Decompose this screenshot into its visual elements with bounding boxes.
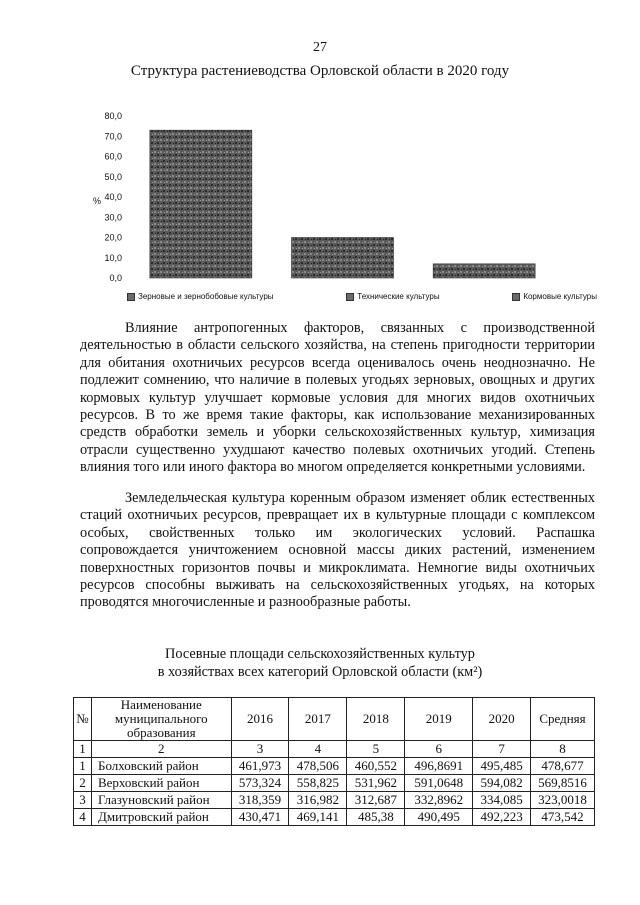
value-cell: 492,223 [473, 809, 531, 826]
page-number: 27 [313, 40, 327, 55]
bar-1 [150, 130, 252, 278]
legend-swatch [127, 293, 135, 301]
y-tick-label: 60,0 [104, 151, 122, 162]
legend-label: Технические культуры [357, 292, 440, 301]
value-cell: 573,324 [231, 775, 289, 792]
y-tick-label: 70,0 [104, 131, 122, 142]
value-cell: 558,825 [289, 775, 347, 792]
value-cell: 591,0648 [405, 775, 473, 792]
header-cell: № [74, 698, 92, 741]
value-cell: 594,082 [473, 775, 531, 792]
row-number: 3 [74, 792, 92, 809]
table-row [74, 792, 595, 809]
column-number: 5 [347, 741, 405, 758]
table-row [74, 758, 595, 775]
row-number: 4 [74, 809, 92, 826]
value-cell: 485,38 [347, 809, 405, 826]
value-cell: 334,085 [473, 792, 531, 809]
value-cell: 478,506 [289, 758, 347, 775]
district-name: Глазуновский район [91, 792, 231, 809]
table-row [74, 809, 595, 826]
value-cell: 316,982 [289, 792, 347, 809]
bar-chart-svg [85, 100, 565, 290]
legend-item-grain [127, 292, 274, 301]
paragraph-text: Влияние антропогенных факторов, связанных с производственной деятельностью в области сельского хозяйства, на степень пригодности территории для обитания охотничьих ресурсов всегда оценивалось очень неоднозначно. Не подлежит сомнению, что наличие в полевых угодьях зерновых, овощных и других кормовых культур улучшает кормовые условия для многих видов охотничьих ресурсов. В то же время такие факторы, как использование механизированных средств обработки земель и уборки сельскохозяйственных культур, химизация отрасли существенно ухудшают качество полевых охотничьих угодий. Степень влияния того или иного фактора во многом определяется конкретными условиями. [80, 320, 595, 476]
value-cell: 495,485 [473, 758, 531, 775]
value-cell: 461,973 [231, 758, 289, 775]
district-name: Дмитровский район [91, 809, 231, 826]
district-name: Верховский район [91, 775, 231, 792]
legend-label: Зерновые и зернобобовые культуры [138, 292, 274, 301]
value-cell: 430,471 [231, 809, 289, 826]
column-number: 6 [405, 741, 473, 758]
column-number-row [74, 741, 595, 758]
row-number: 2 [74, 775, 92, 792]
value-cell: 460,552 [347, 758, 405, 775]
paragraph-text: Земледельческая культура коренным образом изменяет облик естественных стаций охотничьих ресурсов, превращает их в культурные площади с комплексом особых, свойственных только им экологических условий. Распашка сопровождается уничтожением основной массы диких растений, изменением поверхностных горизонтов почвы и микроклимата. Немногие виды охотничьих ресурсов способны выживать на сельскохозяйственных угодьях, на которых проводятся многочисленные и разнообразные работы. [80, 490, 595, 611]
header-cell: 2017 [289, 698, 347, 741]
header-cell: Средняя [531, 698, 595, 741]
header-cell: 2020 [473, 698, 531, 741]
y-tick-label: 20,0 [104, 232, 122, 243]
value-cell: 323,0018 [531, 792, 595, 809]
chart-legend [127, 292, 597, 301]
table-row [74, 775, 595, 792]
legend-item-technical [346, 292, 439, 301]
bar-2 [292, 238, 394, 279]
column-number: 8 [531, 741, 595, 758]
value-cell: 490,495 [405, 809, 473, 826]
header-cell: 2018 [347, 698, 405, 741]
district-name: Болховский район [91, 758, 231, 775]
legend-label: Кормовые культуры [523, 292, 597, 301]
value-cell: 496,8691 [405, 758, 473, 775]
legend-item-fodder [512, 292, 597, 301]
column-number: 4 [289, 741, 347, 758]
header-cell: 2016 [231, 698, 289, 741]
row-number: 1 [74, 758, 92, 775]
legend-swatch [512, 293, 520, 301]
header-cell: Наименование муниципального образования [91, 698, 231, 741]
chart-title: Структура растениеводства Орловской области в 2020 году [130, 63, 510, 79]
y-tick-label: 10,0 [104, 252, 122, 263]
column-number: 2 [91, 741, 231, 758]
paragraph-2 [80, 490, 595, 612]
value-cell: 531,962 [347, 775, 405, 792]
y-tick-label: 40,0 [104, 192, 122, 202]
value-cell: 478,677 [531, 758, 595, 775]
value-cell: 469,141 [289, 809, 347, 826]
table-title [0, 645, 640, 681]
y-tick-label: 50,0 [104, 171, 122, 182]
bar-3 [433, 264, 535, 278]
column-number: 7 [473, 741, 531, 758]
table-title-line-2: в хозяйствах всех категорий Орловской области (км²) [157, 664, 483, 680]
sown-area-table [73, 697, 595, 826]
y-tick-label: 30,0 [104, 212, 122, 223]
value-cell: 312,687 [347, 792, 405, 809]
y-tick-label: 0,0 [109, 273, 122, 283]
value-cell: 473,542 [531, 809, 595, 826]
table-title-line-1: Посевные площади сельскохозяйственных культур [165, 646, 475, 662]
y-axis-label: % [93, 196, 102, 206]
column-number: 3 [231, 741, 289, 758]
column-number: 1 [74, 741, 92, 758]
table-header-row [74, 698, 595, 741]
value-cell: 318,359 [231, 792, 289, 809]
value-cell: 332,8962 [405, 792, 473, 809]
header-cell: 2019 [405, 698, 473, 741]
paragraph-1 [80, 320, 595, 477]
y-tick-label: 80,0 [104, 111, 122, 121]
legend-swatch [346, 293, 354, 301]
value-cell: 569,8516 [531, 775, 595, 792]
bar-chart [85, 100, 597, 315]
